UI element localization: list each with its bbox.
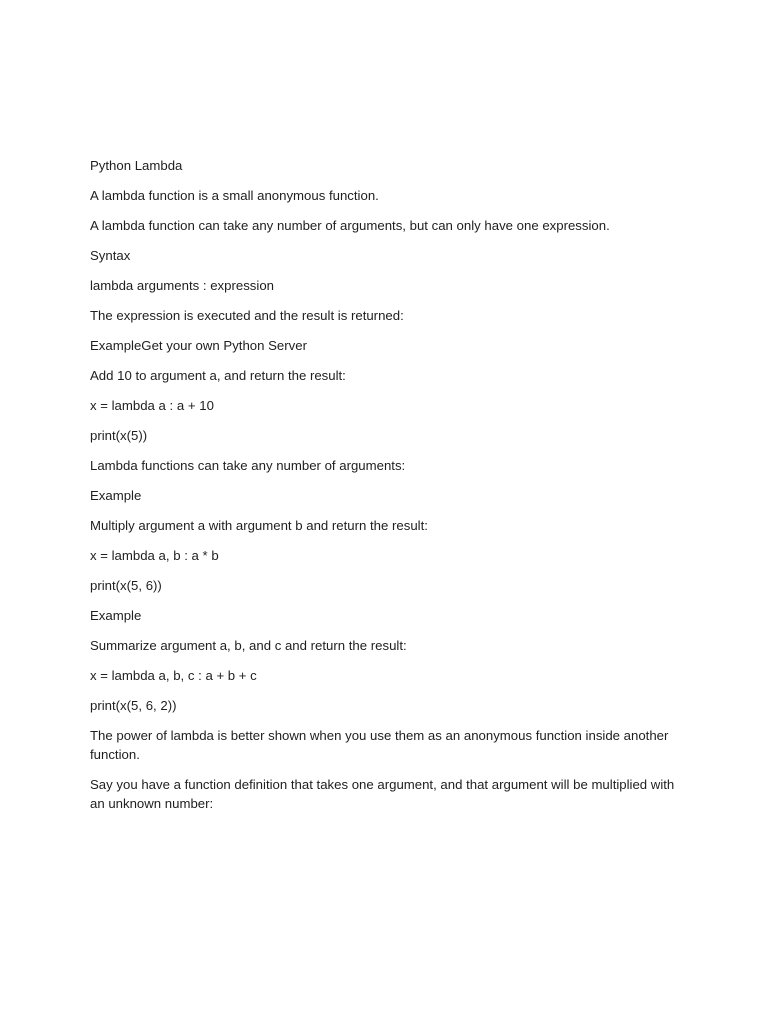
example-heading: ExampleGet your own Python Server: [90, 338, 307, 353]
paragraph: Multiply argument a with argument b and return the result:: [90, 518, 428, 533]
code-line: x = lambda a, b : a * b: [90, 548, 219, 563]
code-line: print(x(5, 6)): [90, 578, 162, 593]
paragraph: Say you have a function definition that takes one argument, and that argument will be multiplied with an unknown number:: [90, 777, 675, 811]
paragraph: The expression is executed and the result is returned:: [90, 308, 404, 323]
document-body: [90, 156, 690, 824]
example-heading: Example: [90, 608, 142, 623]
paragraph: Lambda functions can take any number of arguments:: [90, 458, 406, 473]
code-line: x = lambda a : a + 10: [90, 398, 214, 413]
code-line: x = lambda a, b, c : a + b + c: [90, 668, 257, 683]
section-heading: Syntax: [90, 248, 131, 263]
example-heading: Example: [90, 488, 142, 503]
paragraph: The power of lambda is better shown when you use them as an anonymous function inside another function.: [90, 728, 669, 762]
paragraph: A lambda function is a small anonymous function.: [90, 188, 379, 203]
code-line: print(x(5)): [90, 428, 148, 443]
page-title: Python Lambda: [90, 158, 183, 173]
code-line: print(x(5, 6, 2)): [90, 698, 177, 713]
paragraph: Add 10 to argument a, and return the result:: [90, 368, 346, 383]
paragraph: A lambda function can take any number of arguments, but can only have one expression.: [90, 218, 610, 233]
paragraph: Summarize argument a, b, and c and return the result:: [90, 638, 407, 653]
code-line: lambda arguments : expression: [90, 278, 274, 293]
